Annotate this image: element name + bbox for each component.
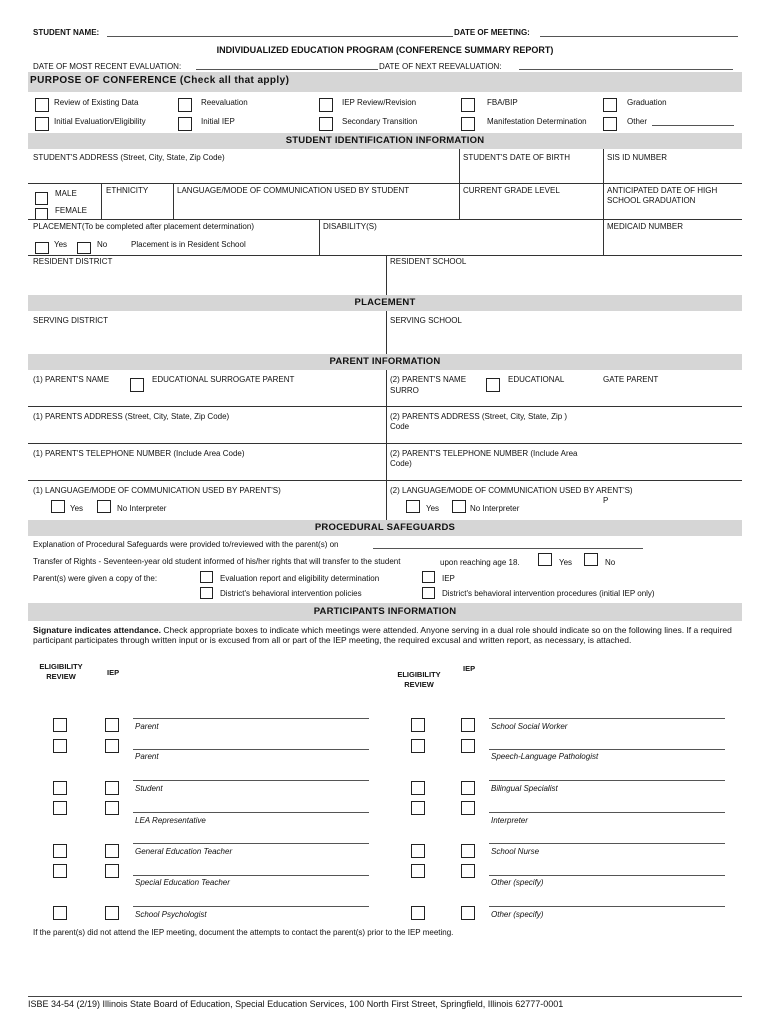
eligibility-checkbox[interactable]	[411, 844, 425, 858]
parent1-interpreter-no-checkbox[interactable]	[97, 500, 111, 513]
signature-line[interactable]	[489, 812, 725, 813]
purpose-option-label: IEP Review/Revision	[342, 98, 417, 107]
transfer-yes-label: Yes	[559, 558, 573, 567]
purpose-option-label: Manifestation Determination	[487, 117, 587, 126]
serving-district-label: SERVING DISTRICT	[33, 316, 108, 325]
student-name-label: STUDENT NAME:	[33, 28, 100, 37]
purpose-secondary-transition-checkbox[interactable]	[319, 117, 333, 131]
role-label: Other (specify)	[491, 878, 544, 887]
iep-header-right: IEP	[463, 664, 476, 673]
copy-policies-checkbox[interactable]	[200, 587, 213, 599]
divider	[28, 219, 742, 220]
parent2-interpreter-yes-checkbox[interactable]	[406, 500, 420, 513]
iep-checkbox[interactable]	[461, 844, 475, 858]
role-label: General Education Teacher	[135, 847, 233, 856]
parent2-address-code: Code	[390, 422, 410, 431]
signature-line[interactable]	[489, 843, 725, 844]
transfer-rights-age: upon reaching age 18.	[440, 558, 520, 567]
divider	[28, 183, 742, 184]
male-checkbox[interactable]	[35, 192, 48, 205]
placement-label: PLACEMENT(To be completed after placement determination)	[33, 222, 254, 231]
divider	[28, 255, 742, 256]
divider	[459, 183, 460, 219]
parent1-interpreter-yes-checkbox[interactable]	[51, 500, 65, 513]
purpose-option-label: Graduation	[627, 98, 667, 107]
copy-iep-label: IEP	[442, 574, 455, 583]
parent-heading: PARENT INFORMATION	[28, 354, 742, 370]
eligibility-checkbox[interactable]	[53, 864, 67, 878]
role-label: Speech-Language Pathologist	[491, 752, 599, 761]
placement-yes-checkbox[interactable]	[35, 242, 49, 254]
parent1-name-label: (1) PARENT'S NAME	[33, 375, 110, 384]
purpose-initial-iep-checkbox[interactable]	[178, 117, 192, 131]
eligibility-checkbox[interactable]	[53, 801, 67, 815]
purpose-option-label: Secondary Transition	[342, 117, 418, 126]
purpose-graduation-checkbox[interactable]	[603, 98, 617, 112]
ethnicity-label: ETHNICITY	[106, 186, 149, 195]
purpose-manifestation-checkbox[interactable]	[461, 117, 475, 131]
grade-level-label: CURRENT GRADE LEVEL	[463, 186, 560, 195]
eligibility-checkbox[interactable]	[411, 739, 425, 753]
participants-intro	[33, 625, 741, 645]
role-label: Other (specify)	[491, 910, 544, 919]
resident-district-label: RESIDENT DISTRICT	[33, 257, 113, 266]
placement-yes-label: Yes	[54, 240, 68, 249]
parent2-language-p: P	[603, 496, 609, 505]
iep-checkbox[interactable]	[105, 844, 119, 858]
next-reeval-label: DATE OF NEXT REEVALUATION:	[379, 62, 502, 71]
female-label: FEMALE	[55, 206, 88, 215]
role-label: School Nurse	[491, 847, 540, 856]
role-label: Student	[135, 784, 163, 793]
parent2-no-interpreter-label: No Interpreter	[470, 504, 520, 513]
iep-checkbox[interactable]	[461, 864, 475, 878]
purpose-review-existing-checkbox[interactable]	[35, 98, 49, 112]
transfer-yes-checkbox[interactable]	[538, 553, 552, 566]
eligibility-checkbox[interactable]	[411, 864, 425, 878]
eligibility-checkbox[interactable]	[53, 844, 67, 858]
parent2-language-label: (2) LANGUAGE/MODE OF COMMUNICATION USED BY ARENT'S)	[390, 486, 633, 495]
participants-intro-text: Check appropriate boxes to indicate which meetings were attended. Anyone serving in a dual role should indicate so on the following lines. If a required participant participates through written input or is excused from all or part of the IEP meeting, the required excusal and written report, as necessary, is attached.	[33, 625, 732, 645]
graduation-date-label: ANTICIPATED DATE OF HIGH SCHOOL GRADUATION	[607, 186, 718, 205]
sis-id-label: SIS ID NUMBER	[607, 153, 668, 162]
divider	[386, 311, 387, 354]
divider	[459, 149, 460, 183]
signature-line[interactable]	[489, 749, 725, 750]
role-label: Special Education Teacher	[135, 878, 230, 887]
divider	[101, 183, 102, 219]
signature-line[interactable]	[133, 875, 369, 876]
purpose-heading: PURPOSE OF CONFERENCE (Check all that apply)	[30, 75, 290, 86]
parent2-gate-parent-label: GATE PARENT	[603, 375, 659, 384]
parent1-yes-label: Yes	[70, 504, 84, 513]
next-reeval-line[interactable]	[519, 69, 733, 70]
purpose-reevaluation-checkbox[interactable]	[178, 98, 192, 112]
student-info-heading: STUDENT IDENTIFICATION INFORMATION	[28, 133, 742, 149]
placement-no-checkbox[interactable]	[77, 242, 91, 254]
parent2-yes-label: Yes	[426, 504, 440, 513]
iep-checkbox[interactable]	[105, 864, 119, 878]
safeguards-date-line[interactable]	[373, 548, 643, 549]
role-label: Parent	[135, 752, 159, 761]
student-dob-label: STUDENT'S DATE OF BIRTH	[463, 153, 571, 162]
purpose-initial-eval-checkbox[interactable]	[35, 117, 49, 131]
iep-checkbox[interactable]	[105, 739, 119, 753]
divider	[603, 183, 604, 219]
recent-eval-label: DATE OF MOST RECENT EVALUATION:	[33, 62, 182, 71]
signature-line[interactable]	[489, 718, 725, 719]
purpose-option-label: Other	[627, 117, 648, 126]
copy-eval-report-label: Evaluation report and eligibility determination	[220, 574, 380, 583]
signature-line[interactable]	[133, 906, 369, 907]
parent2-address-label: (2) PARENTS ADDRESS (Street, City, State, Zip )	[390, 412, 568, 421]
signature-line[interactable]	[489, 875, 725, 876]
eligibility-checkbox[interactable]	[411, 718, 425, 732]
parent1-surrogate-label: EDUCATIONAL SURROGATE PARENT	[152, 375, 295, 384]
safeguards-explanation: Explanation of Procedural Safeguards were provided to/reviewed with the parent(s) on	[33, 540, 339, 549]
parent1-address-label: (1) PARENTS ADDRESS (Street, City, State, Zip Code)	[33, 412, 230, 421]
date-of-meeting-label: DATE OF MEETING:	[454, 28, 530, 37]
participants-heading: PARTICIPANTS INFORMATION	[28, 603, 742, 621]
copy-policies-label: District's behavioral intervention policies	[220, 589, 362, 598]
student-language-label: LANGUAGE/MODE OF COMMUNICATION USED BY STUDENT	[177, 186, 410, 195]
parent1-no-interpreter-label: No Interpreter	[117, 504, 167, 513]
iep-checkbox[interactable]	[105, 801, 119, 815]
resident-school-label: RESIDENT SCHOOL	[390, 257, 467, 266]
eligibility-checkbox[interactable]	[411, 801, 425, 815]
participants-intro-bold: Signature indicates attendance.	[33, 625, 162, 635]
footer-rule	[28, 996, 742, 997]
purpose-option-label: Initial Evaluation/Eligibility	[54, 117, 146, 126]
form-title: INDIVIDUALIZED EDUCATION PROGRAM (CONFERENCE SUMMARY REPORT)	[216, 45, 554, 55]
purpose-option-label: FBA/BIP	[487, 98, 518, 107]
eligibility-checkbox[interactable]	[53, 906, 67, 920]
date-of-meeting-line[interactable]	[540, 36, 738, 37]
copy-given-label: Parent(s) were given a copy of the:	[33, 574, 158, 583]
signature-line[interactable]	[133, 718, 369, 719]
transfer-no-checkbox[interactable]	[584, 553, 598, 566]
signature-line[interactable]	[133, 812, 369, 813]
iep-checkbox[interactable]	[461, 801, 475, 815]
divider	[28, 480, 742, 481]
student-address-label: STUDENT'S ADDRESS (Street, City, State, Zip Code)	[33, 153, 225, 162]
placement-no-label: No	[97, 240, 108, 249]
divider	[28, 406, 742, 407]
footer-text: ISBE 34-54 (2/19) Illinois State Board of Education, Special Education Services, 100 North First Street, Springfield, Illinois 62777-0001	[28, 999, 564, 1009]
parent2-educational-label: EDUCATIONAL	[508, 375, 565, 384]
eligibility-checkbox[interactable]	[53, 781, 67, 795]
transfer-rights-label: Transfer of Rights - Seventeen-year old student informed of his/her rights that will transfer to the student	[33, 557, 401, 566]
recent-eval-line[interactable]	[196, 69, 378, 70]
eligibility-review-header-left: ELIGIBILITY REVIEW	[39, 662, 83, 681]
signature-line[interactable]	[133, 749, 369, 750]
role-label: LEA Representative	[135, 816, 206, 825]
iep-checkbox[interactable]	[461, 781, 475, 795]
iep-header-left: IEP	[107, 668, 120, 677]
eligibility-checkbox[interactable]	[53, 718, 67, 732]
transfer-no-label: No	[605, 558, 616, 567]
copy-eval-report-checkbox[interactable]	[200, 571, 213, 583]
parent-contact-note: If the parent(s) did not attend the IEP meeting, document the attempts to contact the parent(s) prior to the IEP meeting.	[33, 928, 454, 937]
student-name-line[interactable]	[107, 36, 453, 37]
role-label: Interpreter	[491, 816, 528, 825]
divider	[603, 149, 604, 183]
iep-checkbox[interactable]	[461, 906, 475, 920]
male-label: MALE	[55, 189, 77, 198]
divider	[173, 183, 174, 219]
signature-line[interactable]	[133, 780, 369, 781]
divider	[386, 255, 387, 295]
purpose-option-label: Review of Existing Data	[54, 98, 139, 107]
parent2-name-label: (2) PARENT'S NAME	[390, 375, 467, 384]
copy-iep-checkbox[interactable]	[422, 571, 435, 583]
parent2-phone-code: Code)	[390, 459, 412, 468]
parent2-phone-label: (2) PARENT'S TELEPHONE NUMBER (Include Area	[390, 449, 578, 458]
iep-checkbox[interactable]	[461, 718, 475, 732]
disability-label: DISABILITY(S)	[323, 222, 377, 231]
eligibility-review-header-right: ELIGIBILITY REVIEW	[397, 670, 441, 689]
serving-school-label: SERVING SCHOOL	[390, 316, 462, 325]
iep-checkbox[interactable]	[105, 718, 119, 732]
placement-heading: PLACEMENT	[28, 295, 742, 311]
divider	[603, 219, 604, 255]
purpose-other-checkbox[interactable]	[603, 117, 617, 131]
signature-line[interactable]	[133, 843, 369, 844]
parent2-surro-label: SURRO	[390, 386, 419, 395]
purpose-option-label: Reevaluation	[201, 98, 248, 107]
iep-checkbox[interactable]	[105, 781, 119, 795]
copy-procedures-checkbox[interactable]	[422, 587, 435, 599]
iep-checkbox[interactable]	[461, 739, 475, 753]
copy-procedures-label: District's behavioral intervention procedures (initial IEP only)	[442, 589, 655, 598]
eligibility-checkbox[interactable]	[53, 739, 67, 753]
parent1-language-label: (1) LANGUAGE/MODE OF COMMUNICATION USED BY PARENT'S)	[33, 486, 281, 495]
role-label: School Social Worker	[491, 722, 568, 731]
safeguards-heading: PROCEDURAL SAFEGUARDS	[28, 520, 742, 536]
medicaid-label: MEDICAID NUMBER	[607, 222, 684, 231]
purpose-iep-review-checkbox[interactable]	[319, 98, 333, 112]
placement-resident-label: Placement is in Resident School	[131, 240, 246, 249]
eligibility-checkbox[interactable]	[411, 781, 425, 795]
signature-line[interactable]	[489, 906, 725, 907]
parent1-phone-label: (1) PARENT'S TELEPHONE NUMBER (Include Area Code)	[33, 449, 245, 458]
divider	[386, 370, 387, 520]
purpose-option-label: Initial IEP	[201, 117, 235, 126]
divider	[28, 443, 742, 444]
iep-checkbox[interactable]	[105, 906, 119, 920]
signature-line[interactable]	[489, 780, 725, 781]
divider	[319, 219, 320, 255]
purpose-fba-bip-checkbox[interactable]	[461, 98, 475, 112]
purpose-other-line[interactable]	[652, 125, 734, 126]
parent1-surrogate-checkbox[interactable]	[130, 378, 144, 392]
parent2-surrogate-checkbox[interactable]	[486, 378, 500, 392]
role-label: Parent	[135, 722, 159, 731]
parent2-interpreter-no-checkbox[interactable]	[452, 500, 466, 513]
role-label: School Psychologist	[135, 910, 207, 919]
role-label: Bilingual Specialist	[491, 784, 558, 793]
eligibility-checkbox[interactable]	[411, 906, 425, 920]
